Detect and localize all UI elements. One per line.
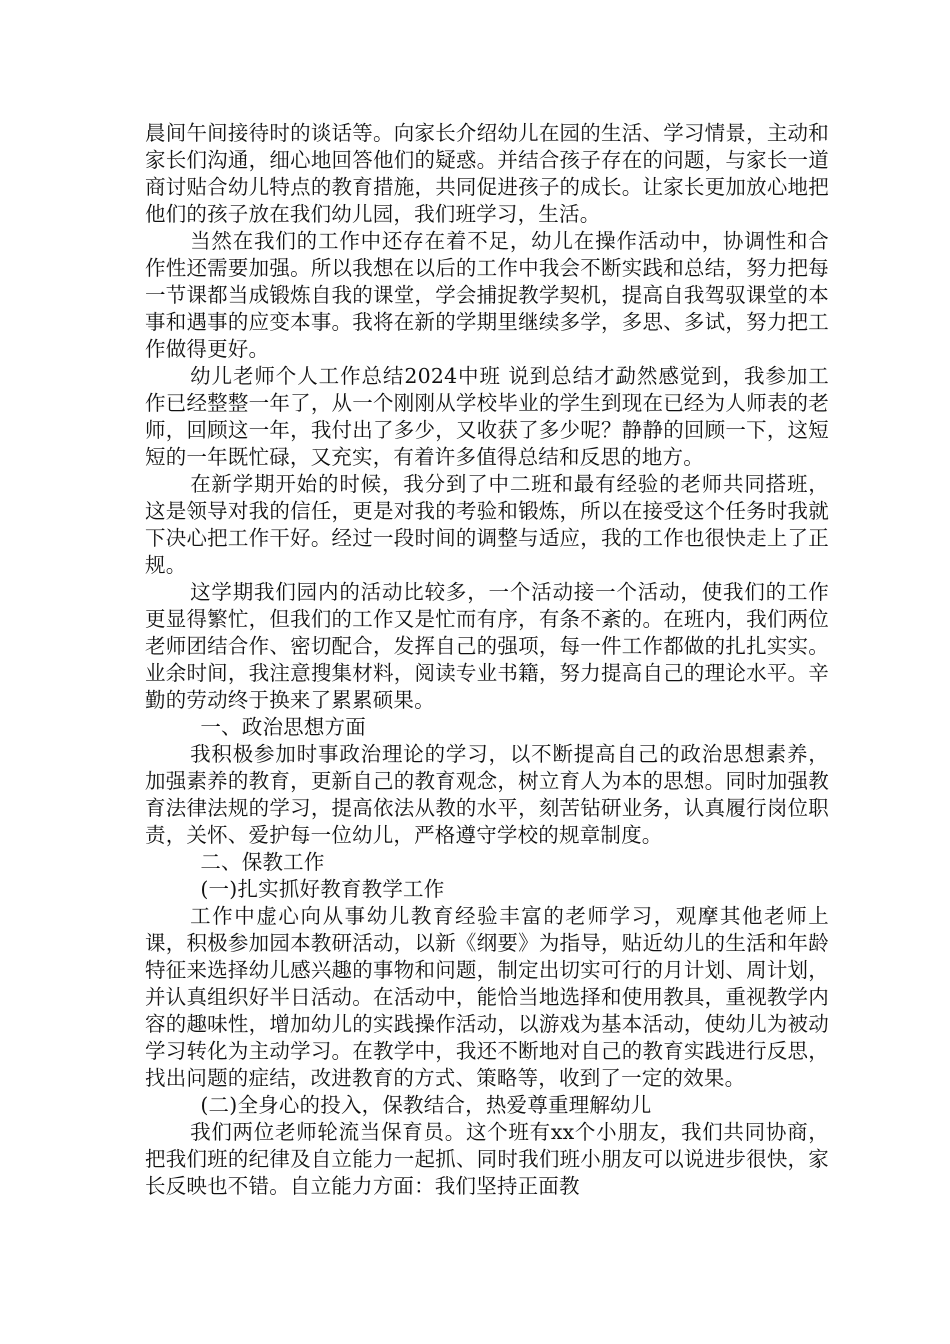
section-heading: 一、政治思想方面 [200, 715, 366, 739]
paragraph: 在新学期开始的时候，我分到了中二班和最有经验的老师共同搭班，这是领导对我的信任，更是对我的考验和锻炼，所以在接受这个任务时我就下决心把工作干好。经过一段时间的调整与适应，我的工作也很快走上了正规。 [145, 472, 829, 577]
paragraph: 工作中虚心向从事幼儿教育经验丰富的老师学习，观摩其他老师上课，积极参加园本教研活动，以新《纲要》为指导，贴近幼儿的生活和年龄特征来选择幼儿感兴趣的事物和问题，制定出切实可行的月计划、周计划，并认真组织好半日活动。在活动中，能恰当地选择和使用教具，重视教学内容的趣味性，增加幼儿的实践操作活动，以游戏为基本活动，使幼儿为被动学习转化为主动学习。在教学中，我还不断地对自己的教育实践进行反思，找出问题的症结，改进教育的方式、策略等，收到了一定的效果。 [145, 904, 829, 1090]
subsection-heading: (二)全身心的投入，保教结合，热爱尊重理解幼儿 [200, 1093, 652, 1117]
subsection-heading: (一)扎实抓好教育教学工作 [200, 877, 445, 901]
document-body [145, 120, 829, 1200]
paragraph: 这学期我们园内的活动比较多，一个活动接一个活动，使我们的工作更显得繁忙，但我们的工作又是忙而有序，有条不紊的。在班内，我们两位老师团结合作、密切配合，发挥自己的强项，每一件工作都做的扎扎实实。业余时间，我注意搜集材料，阅读专业书籍，努力提高自己的理论水平。辛勤的劳动终于换来了累累硕果。 [145, 580, 829, 712]
paragraph: 我们两位老师轮流当保育员。这个班有xx个小朋友，我们共同协商，把我们班的纪律及自立能力一起抓、同时我们班小朋友可以说进步很快，家长反映也不错。自立能力方面：我们坚持正面教 [145, 1120, 829, 1198]
paragraph: 晨间午间接待时的谈话等。向家长介绍幼儿在园的生活、学习情景，主动和家长们沟通，细心地回答他们的疑惑。并结合孩子存在的问题，与家长一道商讨贴合幼儿特点的教育措施，共同促进孩子的成长。让家长更加放心地把他们的孩子放在我们幼儿园，我们班学习，生活。 [145, 121, 829, 226]
paragraph: 我积极参加时事政治理论的学习，以不断提高自己的政治思想素养，加强素养的教育，更新自己的教育观念，树立育人为本的思想。同时加强教育法律法规的学习，提高依法从教的水平，刻苦钻研业务，认真履行岗位职责，关怀、爱护每一位幼儿，严格遵守学校的规章制度。 [145, 742, 829, 847]
paragraph: 幼儿老师个人工作总结2024中班 说到总结才勐然感觉到，我参加工作已经整整一年了，从一个刚刚从学校毕业的学生到现在已经为人师表的老师，回顾这一年，我付出了多少，又收获了多少呢？静静的回顾一下，这短短的一年既忙碌，又充实，有着许多值得总结和反思的地方。 [145, 364, 829, 469]
section-heading: 二、保教工作 [200, 850, 325, 874]
paragraph: 当然在我们的工作中还存在着不足，幼儿在操作活动中，协调性和合作性还需要加强。所以我想在以后的工作中我会不断实践和总结，努力把每一节课都当成锻炼自我的课堂，学会捕捉教学契机，提高自我驾驭课堂的本事和遇事的应变本事。我将在新的学期里继续多学，多思、多试，努力把工作做得更好。 [145, 229, 829, 361]
